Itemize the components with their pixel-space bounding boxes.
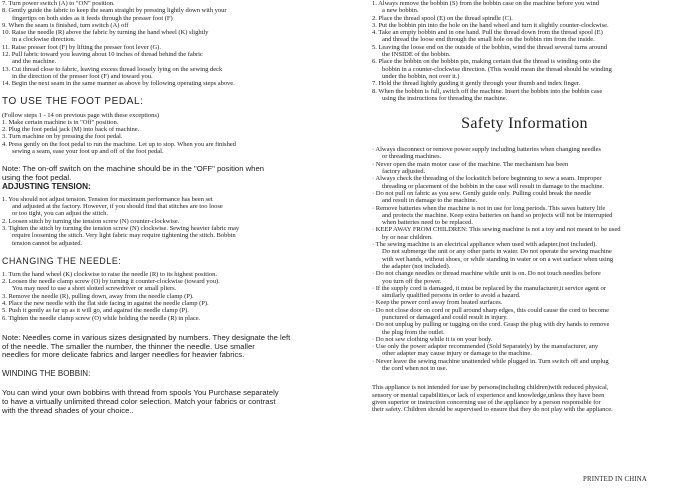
notice-line: their safety. Children should be supervised to ensure that they do not play with the appliance. [372,406,613,414]
safety-line: · Do not pull on fabric as you sew. Gently guide only. Pulling could break the needle [372,189,592,197]
sewing-steps [2,0,336,88]
step-line: in the direction of the presser foot (F) and toward you. [12,72,153,80]
bobbin-line: 5. Leaving the loose end on the outside of the bobbin, wind the thread several turns around [372,43,607,51]
step-line: in a clockwise direction. [12,36,76,44]
safety-line: when batteries need to be replaced. [382,219,473,227]
safety-heading: Safety Information [461,115,588,133]
step-line: 11. Raise presser foot (F) by lifting the presser foot lever (G). [2,43,161,51]
safety-line: · The sewing machine is an electrical appliance when used with adapter.(not included). [372,241,597,249]
safety-line: Do not submerge the unit or any other parts in water. Do not operate the sewing machine [382,248,612,256]
onoff-note [2,165,336,183]
foot-pedal-line: 1. Make certain machine is in "Off" position. [2,118,119,126]
tension-steps [2,196,336,247]
tension-line: 2. Loosen stitch by turning the tension screw (N) counter-clockwise. [2,217,180,225]
safety-line: · Never leave the sewing machine unattended while plugged in. Turn switch off and unplug [372,357,609,365]
bobbin-line: 8. When the bobbin is full, switch off the machine. Insert the bobbin into the bobbin case [372,87,603,95]
appliance-notice [372,384,677,413]
safety-line: · Always check the threading of the lockstitch before beginning to sew a seam. Improper [372,175,602,183]
step-line: fingertips on both sides as it feeds through the presser foot (F) [12,14,173,22]
note-line: with the thread shades of your choice.. [2,406,134,415]
step-line: and the machine. [12,58,57,66]
safety-line: · Use only the power adapter recommended (Sold Separately) by the manufacturer, any [372,343,599,351]
notice-line: sensory or mental capabilities,or lack of experience and knowledge,unless they have been [372,391,605,399]
note-line: Note: The on-off switch on the machine should be in the "OFF" position when [2,165,264,174]
safety-line: · Keep the power cord away from heated surfaces. [372,299,503,307]
safety-line: the adapter (not included). [382,262,451,270]
bobbin-line: bobbin in a counter-clockwise direction. (This would mean the thread should be winding [382,65,612,73]
safety-line: · Do not sew clothing while it is on your body. [372,335,493,343]
tension-line: require loosening the stitch. Very light fabric may require tightening the stitch. Bobbin [12,232,236,240]
step-line: 14. Begin the next seam in the same manner as above by following operating steps above. [2,80,235,88]
bobbin-line: the INSIDE of the bobbin. [382,51,451,59]
note-line: You can wind your own bobbins with thread from spools You Purchase separately [2,389,279,398]
foot-pedal-heading: TO USE THE FOOT PEDAL: [2,95,144,107]
foot-pedal-line: sewing a seam, ease your foot up and off of the foot pedal. [12,148,164,156]
safety-line: · Always disconnect or remove power supply including batteries when changing needles [372,146,601,154]
bobbin-line: using the instructions for threading the machine. [382,94,508,102]
right-column [372,0,677,414]
bobbin-line: 2. Place the thread spool (E) on the thread spindle (C). [372,14,513,22]
bobbin-line: 4. Take an empty bobbin and in one hand. Pull the thread down from the thread spool (E) [372,29,603,37]
foot-pedal-line: (Follow steps 1 - 14 on previous page with these exceptions) [2,111,160,119]
needle-line: 6. Tighten the needle clamp screw (O) while holding the needle (R) in place. [2,314,201,322]
safety-line: by or near children. [382,233,433,241]
bobbin-line: and thread the loose end through the small hole on the bobbin rim from the inside. [382,36,595,44]
tension-line: 3. Tighten the stitch by turning the tension screw (N) clockwise. Sewing heavier fabric may [2,224,240,232]
safety-line: factory adjusted. [382,168,426,176]
safety-line: · If the supply cord is damaged, it must be replaced by the manufacturer,it service agent or [372,284,606,292]
step-line: 7. Turn power switch (A) to "ON" position. [2,0,115,7]
needle-line: 4. Place the new needle with the flat side facing in against the needle clamp (P). [2,300,209,307]
tension-line: 1. You should not adjust tension. Tension for maximum performance has been set [2,195,213,203]
step-line: 13. Cut thread close to fabric, leaving excess thread loosely lying on the sewing deck [2,65,223,73]
foot-pedal-line: 4. Press gently on the foot pedal to run the machine. Let up to stop. When you are finished [2,140,236,148]
needle-heading: CHANGING THE NEEDLE: [2,255,122,266]
safety-line: · KEEP AWAY FROM CHILDREN: This sewing machine is not a toy and not meant to be used [372,226,621,234]
step-line: 10. Raise the needle (R) above the fabric by turning the hand wheel (K) slightly [2,29,209,37]
notice-line: This appliance is not intended for use by persons(including children)with reduced physical, [372,384,609,392]
safety-line: with wet hands, without shoes, or while standing in water or on a wet surface when using [382,255,614,263]
needle-line: 1. Turn the hand wheel (K) clockwise to raise the needle (R) to its highest position. [2,270,217,278]
foot-pedal-steps [2,112,336,156]
safety-line: and protects the machine. Keep extra batteries on hand so projects will not be interrupted [382,211,613,219]
left-column [2,0,336,415]
note-line: needles for more delicate fabrics and larger needles for heavier fabrics. [2,351,245,360]
bobbin-line: 6. Place the bobbin on the bobbin pin, making certain that the thread is winding onto the [372,58,601,66]
bobbin-line: 7. Hold the thread lightly guiding it gently through your thumb and index finger. [372,80,581,88]
safety-line: · Remove batteries when the machine is not in use for long periods. This saves battery life [372,204,606,212]
foot-pedal-line: 3. Turn machine on by pressing the foot pedal. [2,133,123,141]
safety-line: · Never open the main motor case of the machine. The mechanism has been [372,160,569,168]
safety-line: or threading machines. [382,153,442,161]
needle-line: You may need to use a short slotted screwdriver or small pliers. [12,285,177,293]
safety-line: · Do not close door on cord or pull around sharp edges, this could cause the cord to become [372,306,609,314]
bobbin-heading: WINDING THE BOBBIN: [2,370,91,379]
safety-line: the plug from the outlet. [382,328,445,336]
safety-line: and result in damage to the machine. [382,197,478,205]
safety-line: threading or placement of the bobbin in the case will result in damage to the machine. [382,182,605,190]
needle-line: 3. Remove the needle (R), pulling down, away from the needle clamp (P). [2,292,194,300]
bobbin-line: 3. Put the bobbin pin into the hole on the hand wheel and turn it slightly counter-clockwise. [372,21,609,29]
note-line: Note: Needles come in various sizes designated by numbers. They designate the left [2,333,291,342]
step-line: 9. When the seam is finished, turn switch (A) off [2,21,129,29]
bobbin-intro [2,389,336,415]
bobbin-line: a new bobbin. [382,7,419,15]
tension-line: tension cannot be adjusted. [12,239,83,247]
note-line: to have a virtually unlimited thread color selection. Match your fabrics or contrast [2,397,276,406]
safety-line: · Do not unplug by pulling or tugging on the cord. Grasp the plug with dry hands to remove [372,321,610,329]
tension-line: and adjusted at the factory. However, if you should find that stitches are too loose [12,203,223,211]
bobbin-steps [372,0,677,102]
tension-line: or too tight, you can adjust the stitch. [12,210,108,218]
needle-line: 5. Push it gently as far up as it will go, and against the needle clamp (P). [2,307,189,315]
notice-line: given superior or instruction concerning use of the appliance by a person responsible for [372,398,601,406]
needle-note [2,334,336,360]
note-line: using the foot pedal. [2,174,72,183]
tension-heading: ADJUSTING TENSION: [2,182,91,191]
safety-line: other adapter may cause injury or damage to the machine. [382,350,532,358]
bobbin-line: under the bobbin, not over it.) [382,72,460,80]
safety-line: · Do not change needles or thread machine while unit is on. Do not touch needles before [372,270,601,278]
bobbin-line: 1. Always remove the bobbin (S) from the bobbin case on the machine before you wind [372,0,599,7]
note-line: of the needle. The smaller the number, the thinner the needle. Use smaller [2,342,255,351]
safety-line: similarly qualified persons in order to avoid a hazard. [382,292,521,300]
foot-pedal-line: 2. Plug the foot pedal jack (M) into back of machine. [2,126,140,134]
safety-line: you turn off the power. [382,277,442,285]
step-line: 12. Pull fabric toward you leaving about 10 inches of thread behind the fabric [2,51,203,59]
printed-in-label: PRINTED IN CHINA [583,476,647,483]
safety-line: punctured or damaged and could result in injury. [382,313,508,321]
safety-line: the cord when not in use. [382,365,448,373]
step-line: 8. Gently guide the fabric to keep the seam straight by pressing lightly down with your [2,7,227,15]
needle-steps [2,271,336,322]
safety-list [372,146,677,372]
needle-line: 2. Loosen the needle clamp screw (O) by turning it counter-clockwise (toward you). [2,278,220,286]
